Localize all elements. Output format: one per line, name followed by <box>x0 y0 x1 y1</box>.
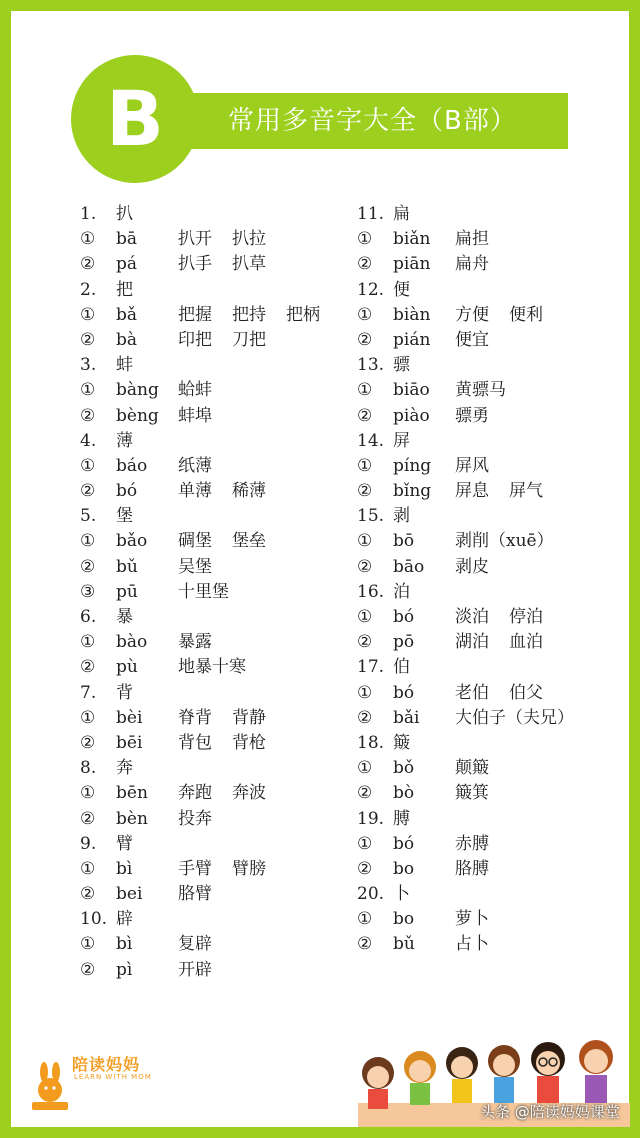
reading-row <box>357 479 574 504</box>
entry-number: 9. <box>80 833 97 854</box>
reading-row <box>357 328 574 353</box>
reading-row <box>357 932 574 957</box>
logo-subtitle: LEARN WITH MOM <box>74 1073 152 1081</box>
example-word: 复辟 <box>178 934 212 955</box>
example-word: 血泊 <box>509 632 543 653</box>
reading-row <box>80 882 320 907</box>
reading-pinyin: bǐng <box>393 481 432 502</box>
reading-pinyin: piān <box>393 254 431 275</box>
reading-row <box>357 555 574 580</box>
reading-row <box>80 580 320 605</box>
reading-row <box>357 454 574 479</box>
example-word: 背枪 <box>232 732 266 753</box>
entry-character: 屏 <box>393 430 410 451</box>
example-word: 簸箕 <box>455 783 489 804</box>
reading-mark: ② <box>357 858 373 879</box>
example-word: 单薄 <box>178 481 212 502</box>
reading-row <box>357 303 574 328</box>
page-title: 常用多音字大全（B部） <box>228 106 517 136</box>
reading-mark: ② <box>357 632 373 653</box>
entry-heading <box>357 882 574 907</box>
reading-mark: ① <box>80 934 96 955</box>
entry-character: 蚌 <box>116 355 133 376</box>
example-word: 印把 <box>178 329 212 350</box>
reading-pinyin: bāo <box>393 556 425 577</box>
example-word: 脊背 <box>178 707 212 728</box>
entry-number: 8. <box>80 758 97 779</box>
example-word: 背静 <box>232 707 266 728</box>
reading-row <box>357 378 574 403</box>
example-word: 蚌埠 <box>178 405 212 426</box>
entry-character: 便 <box>393 279 410 300</box>
reading-pinyin: pō <box>393 632 415 653</box>
reading-pinyin: bǎ <box>116 304 138 325</box>
reading-row <box>80 454 320 479</box>
reading-mark: ② <box>357 405 373 426</box>
example-word: 骠勇 <box>455 405 489 426</box>
entry-number: 14. <box>357 430 385 451</box>
entry-heading <box>357 278 574 303</box>
example-word: 屏风 <box>455 455 489 476</box>
reading-row <box>80 252 320 277</box>
example-word: 淡泊 <box>455 607 489 627</box>
reading-mark: ② <box>80 254 96 275</box>
entry-heading <box>357 202 574 227</box>
entry-heading <box>80 605 320 630</box>
reading-mark: ② <box>80 732 96 753</box>
section-letter: B <box>106 74 164 163</box>
example-word: 暴露 <box>178 632 212 653</box>
reading-pinyin: bǒ <box>393 758 415 779</box>
reading-pinyin: biàn <box>393 304 431 325</box>
example-word: 稀薄 <box>232 481 266 502</box>
reading-row <box>357 630 574 655</box>
example-word: 堡垒 <box>232 531 266 552</box>
entry-number: 11. <box>357 204 385 224</box>
example-word: 老伯 <box>455 682 489 703</box>
entry-number: 13. <box>357 355 385 376</box>
entry-number: 4. <box>80 430 97 451</box>
reading-row <box>80 328 320 353</box>
example-word: 扒手 <box>178 254 212 275</box>
reading-pinyin: biāo <box>393 380 430 401</box>
reading-row <box>357 832 574 857</box>
reading-row <box>357 857 574 882</box>
reading-pinyin: bó <box>116 481 138 502</box>
reading-mark: ② <box>80 884 96 905</box>
reading-mark: ② <box>357 707 373 728</box>
example-word: 扁担 <box>455 229 489 250</box>
entry-heading <box>80 832 320 857</box>
reading-pinyin: pá <box>116 254 138 275</box>
reading-pinyin: bèi <box>116 707 143 728</box>
reading-pinyin: bǔ <box>393 934 415 955</box>
reading-pinyin: bei <box>116 884 143 905</box>
example-word: 扒开 <box>178 229 212 250</box>
reading-mark: ② <box>357 329 373 350</box>
reading-mark: ① <box>80 783 96 804</box>
reading-row <box>80 227 320 252</box>
entry-character: 簸 <box>393 732 410 753</box>
entry-number: 17. <box>357 657 385 678</box>
example-word: 投奔 <box>178 808 212 829</box>
reading-mark: ② <box>80 657 96 678</box>
reading-pinyin: bó <box>393 833 415 854</box>
example-word: 湖泊 <box>455 632 489 653</box>
reading-mark: ① <box>357 758 373 779</box>
entry-character: 扁 <box>393 204 410 224</box>
entry-character: 扒 <box>116 204 133 224</box>
example-word: 背包 <box>178 732 212 753</box>
reading-row <box>80 529 320 554</box>
entry-heading <box>80 429 320 454</box>
entry-heading <box>80 504 320 529</box>
reading-pinyin: bǔ <box>116 556 138 577</box>
reading-mark: ② <box>357 254 373 275</box>
reading-mark: ② <box>80 329 96 350</box>
reading-row <box>80 731 320 756</box>
entry-character: 把 <box>116 279 133 300</box>
reading-row <box>357 227 574 252</box>
example-word: 便利 <box>509 304 543 325</box>
entry-heading <box>80 353 320 378</box>
entry-number: 1. <box>80 204 97 224</box>
reading-row <box>357 756 574 781</box>
reading-pinyin: bàng <box>116 380 159 401</box>
logo-text: 陪读妈妈 <box>72 1055 141 1074</box>
reading-mark: ① <box>357 682 373 703</box>
reading-pinyin: bèn <box>116 808 148 829</box>
example-word: 胳臂 <box>178 884 212 905</box>
reading-mark: ① <box>357 909 373 930</box>
example-word: 手臂 <box>178 858 212 879</box>
reading-mark: ② <box>357 481 373 502</box>
reading-row <box>80 857 320 882</box>
example-word: 扁舟 <box>455 254 489 275</box>
example-word: 把持 <box>232 304 266 325</box>
reading-row <box>80 706 320 731</box>
reading-pinyin: bò <box>393 783 415 804</box>
example-word: 吴堡 <box>178 556 212 577</box>
reading-mark: ② <box>357 783 373 804</box>
reading-row <box>80 378 320 403</box>
reading-pinyin: píng <box>393 455 432 476</box>
entry-character: 膊 <box>393 808 410 829</box>
entry-character: 奔 <box>116 758 133 779</box>
entry-number: 15. <box>357 506 385 527</box>
reading-row <box>80 958 320 983</box>
reading-pinyin: bǎo <box>116 531 148 552</box>
example-word: 扒草 <box>232 254 266 275</box>
example-word: 屏气 <box>509 481 543 502</box>
reading-pinyin: pū <box>116 581 138 602</box>
example-word: 开辟 <box>178 959 212 980</box>
reading-mark: ① <box>357 304 373 325</box>
entry-character: 薄 <box>116 430 133 451</box>
reading-mark: ② <box>80 808 96 829</box>
example-word: 伯父 <box>509 682 543 703</box>
example-word: 萝卜 <box>455 909 489 930</box>
reading-row <box>80 479 320 504</box>
reading-pinyin: bǎi <box>393 707 420 728</box>
reading-row <box>357 404 574 429</box>
reading-mark: ③ <box>80 581 96 602</box>
reading-row <box>80 404 320 429</box>
reading-mark: ① <box>357 380 373 401</box>
entry-character: 暴 <box>116 607 133 627</box>
reading-mark: ① <box>357 833 373 854</box>
reading-pinyin: biǎn <box>393 229 431 250</box>
reading-mark: ② <box>80 481 96 502</box>
reading-row <box>80 630 320 655</box>
watermark: 头条 @陪读妈妈课堂 <box>480 1103 620 1121</box>
entry-heading <box>80 907 320 932</box>
entry-number: 19. <box>357 808 385 829</box>
entry-number: 3. <box>80 355 97 376</box>
reading-pinyin: bō <box>393 531 415 552</box>
example-word: 扒拉 <box>232 229 266 250</box>
entry-heading <box>80 681 320 706</box>
reading-mark: ② <box>80 405 96 426</box>
entry-number: 18. <box>357 732 385 753</box>
example-word: 奔波 <box>232 783 266 804</box>
reading-pinyin: bo <box>393 909 415 930</box>
entry-heading <box>80 278 320 303</box>
reading-pinyin: pì <box>116 959 133 980</box>
example-word: 停泊 <box>509 607 543 627</box>
entry-heading <box>357 655 574 680</box>
example-word: 黄骠马 <box>455 380 506 401</box>
reading-row <box>357 781 574 806</box>
example-word: 把握 <box>178 304 212 325</box>
reading-mark: ① <box>357 607 373 627</box>
reading-pinyin: bì <box>116 858 133 879</box>
example-word: 胳膊 <box>455 858 489 879</box>
entry-number: 5. <box>80 506 97 527</box>
reading-row <box>357 907 574 932</box>
reading-pinyin: bào <box>116 632 148 653</box>
reading-row <box>357 706 574 731</box>
reading-row <box>357 529 574 554</box>
entry-number: 2. <box>80 279 97 300</box>
reading-pinyin: bó <box>393 682 415 703</box>
example-word: 十里堡 <box>178 581 229 602</box>
entry-heading <box>357 504 574 529</box>
entry-number: 16. <box>357 581 385 602</box>
reading-mark: ① <box>80 858 96 879</box>
reading-mark: ① <box>80 380 96 401</box>
example-word: 臂膀 <box>232 858 266 879</box>
entry-character: 伯 <box>393 657 410 678</box>
reading-mark: ② <box>357 556 373 577</box>
reading-pinyin: bà <box>116 329 138 350</box>
example-word: 奔跑 <box>178 783 212 804</box>
reading-pinyin: bó <box>393 607 415 627</box>
reading-mark: ① <box>80 455 96 476</box>
reading-mark: ① <box>80 632 96 653</box>
reading-pinyin: bā <box>116 229 138 250</box>
reading-row <box>80 932 320 957</box>
entry-number: 6. <box>80 607 97 627</box>
entry-character: 背 <box>116 682 133 703</box>
example-word: 地暴十寒 <box>178 657 246 678</box>
reading-pinyin: pián <box>393 329 431 350</box>
example-word: 大伯子（夫兄） <box>455 707 574 728</box>
reading-pinyin: bo <box>393 858 415 879</box>
entry-character: 泊 <box>393 581 410 602</box>
example-word: 方便 <box>455 304 489 325</box>
entry-character: 堡 <box>116 506 133 527</box>
example-word: 便宜 <box>455 329 489 350</box>
entry-character: 臂 <box>116 833 133 854</box>
entry-character: 剥 <box>393 506 410 527</box>
reading-row <box>80 303 320 328</box>
reading-mark: ① <box>80 707 96 728</box>
example-word: 剥皮 <box>455 556 489 577</box>
entry-heading <box>357 731 574 756</box>
reading-pinyin: pù <box>116 657 138 678</box>
reading-mark: ① <box>80 531 96 552</box>
entry-heading <box>357 429 574 454</box>
reading-row <box>80 781 320 806</box>
reading-pinyin: bēn <box>116 783 148 804</box>
reading-row <box>80 807 320 832</box>
example-word: 剥削（xuē） <box>455 531 554 552</box>
reading-mark: ① <box>357 229 373 250</box>
right-column <box>357 202 574 958</box>
reading-mark: ① <box>357 455 373 476</box>
example-word: 屏息 <box>455 481 489 502</box>
example-word: 颠簸 <box>455 758 489 779</box>
entry-number: 12. <box>357 279 385 300</box>
entry-number: 10. <box>80 909 108 930</box>
entry-character: 骠 <box>393 355 410 376</box>
reading-pinyin: báo <box>116 455 148 476</box>
reading-mark: ① <box>357 531 373 552</box>
reading-row <box>357 605 574 630</box>
reading-pinyin: bì <box>116 934 133 955</box>
reading-mark: ② <box>80 556 96 577</box>
example-word: 碉堡 <box>178 531 212 552</box>
entry-heading <box>80 756 320 781</box>
reading-row <box>357 252 574 277</box>
example-word: 赤膊 <box>455 833 489 854</box>
entry-heading <box>357 580 574 605</box>
reading-row <box>357 681 574 706</box>
reading-row <box>80 655 320 680</box>
reading-mark: ② <box>80 959 96 980</box>
entry-heading <box>80 202 320 227</box>
entry-heading <box>357 807 574 832</box>
reading-pinyin: bēi <box>116 732 143 753</box>
example-word: 刀把 <box>232 329 266 350</box>
reading-mark: ② <box>357 934 373 955</box>
reading-pinyin: bèng <box>116 405 159 426</box>
entry-character: 卜 <box>393 884 410 905</box>
reading-mark: ① <box>80 304 96 325</box>
reading-mark: ① <box>80 229 96 250</box>
reading-pinyin: piào <box>393 405 430 426</box>
example-word: 纸薄 <box>178 455 212 476</box>
example-word: 蛤蚌 <box>178 380 212 401</box>
example-word: 占卜 <box>455 934 489 955</box>
left-column <box>80 202 320 983</box>
entry-number: 7. <box>80 682 97 703</box>
entry-heading <box>357 353 574 378</box>
entry-number: 20. <box>357 884 385 905</box>
entry-character: 辟 <box>116 909 133 930</box>
example-word: 把柄 <box>286 304 320 325</box>
reading-row <box>80 555 320 580</box>
